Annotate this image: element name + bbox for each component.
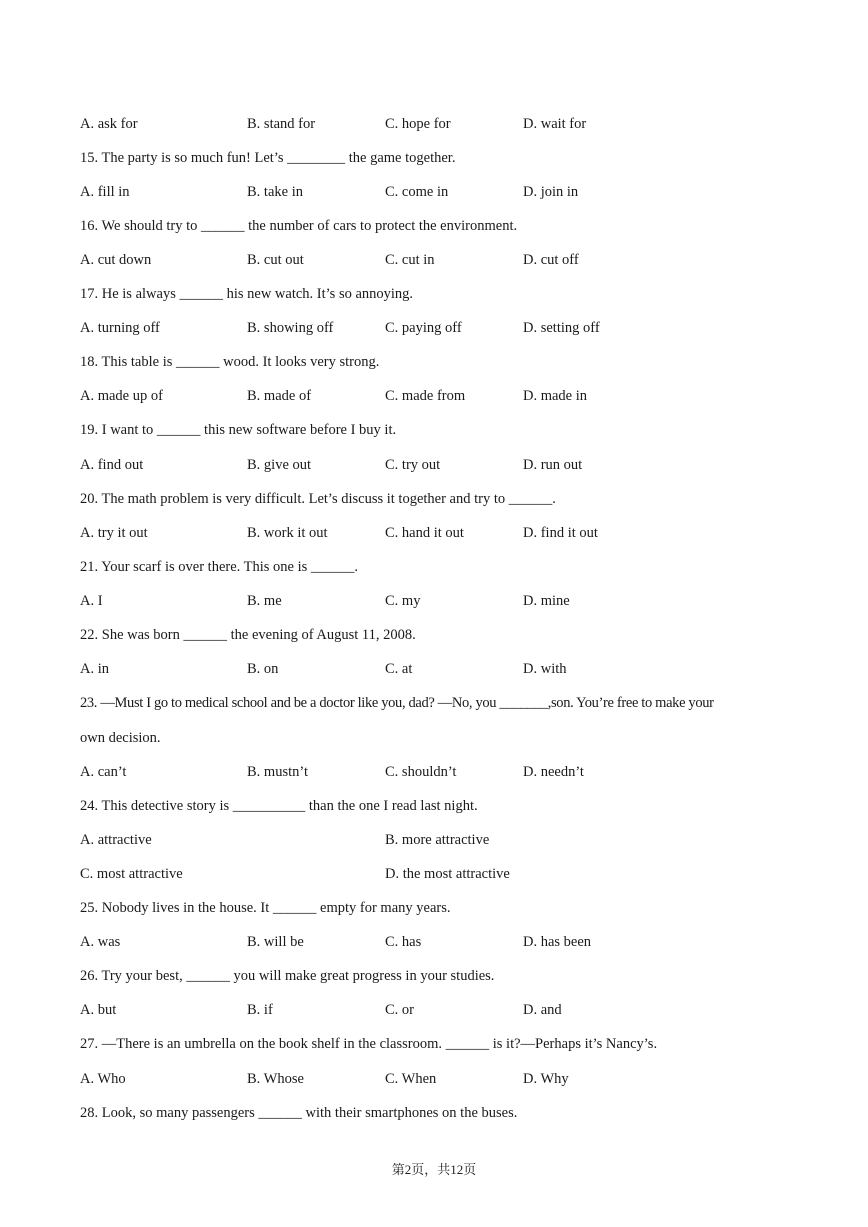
q23-option-a: A. can’t xyxy=(80,764,127,780)
q24-option-a: A. attractive xyxy=(80,832,152,848)
q15-option-c: C. come in xyxy=(385,184,449,200)
q27-option-c: C. When xyxy=(385,1071,437,1087)
q15-stem: 15. The party is so much fun! Let’s ________ the game together. xyxy=(80,150,456,166)
q18-stem: 18. This table is ______ wood. It looks very strong. xyxy=(80,354,380,370)
q16-option-a: A. cut down xyxy=(80,252,152,268)
q17-stem: 17. He is always ______ his new watch. It’s so annoying. xyxy=(80,286,414,302)
q16-option-c: C. cut in xyxy=(385,252,435,268)
q16-stem: 16. We should try to ______ the number of cars to protect the environment. xyxy=(80,218,518,234)
q22-option-d: D. with xyxy=(523,661,567,677)
q27-option-b: B. Whose xyxy=(247,1071,304,1087)
q26-option-b: B. if xyxy=(247,1002,273,1018)
q17-option-b: B. showing off xyxy=(247,320,334,336)
q25-option-c: C. has xyxy=(385,934,422,950)
q26-stem: 26. Try your best, ______ you will make great progress in your studies. xyxy=(80,968,495,984)
q17-option-c: C. paying off xyxy=(385,320,462,336)
q23-option-d: D. needn’t xyxy=(523,764,584,780)
q20-option-d: D. find it out xyxy=(523,525,598,541)
q24-stem: 24. This detective story is __________ than the one I read last night. xyxy=(80,798,478,814)
q19-option-d: D. run out xyxy=(523,457,583,473)
q18-option-d: D. made in xyxy=(523,388,588,404)
q19-stem: 19. I want to ______ this new software before I buy it. xyxy=(80,422,397,438)
q19-option-c: C. try out xyxy=(385,457,441,473)
q17-option-d: D. setting off xyxy=(523,320,600,336)
q15-option-b: B. take in xyxy=(247,184,303,200)
q26-option-c: C. or xyxy=(385,1002,414,1018)
q27-option-d: D. Why xyxy=(523,1071,569,1087)
q22-option-b: B. on xyxy=(247,661,279,677)
q23-stem-continuation: own decision. xyxy=(80,730,161,746)
q18-option-a: A. made up of xyxy=(80,388,163,404)
q22-option-a: A. in xyxy=(80,661,109,677)
q21-stem: 21. Your scarf is over there. This one is ______. xyxy=(80,559,359,575)
q20-stem: 20. The math problem is very difficult. Let’s discuss it together and try to ______. xyxy=(80,491,556,507)
q24-option-c: C. most attractive xyxy=(80,866,183,882)
q15-option-d: D. join in xyxy=(523,184,579,200)
q14-option-b: B. stand for xyxy=(247,116,316,132)
q25-option-a: A. was xyxy=(80,934,121,950)
q16-option-d: D. cut off xyxy=(523,252,579,268)
q21-option-b: B. me xyxy=(247,593,282,609)
q23-option-b: B. mustn’t xyxy=(247,764,308,780)
q21-option-c: C. my xyxy=(385,593,421,609)
q21-option-d: D. mine xyxy=(523,593,570,609)
q20-option-a: A. try it out xyxy=(80,525,148,541)
q23-stem: 23. —Must I go to medical school and be a doctor like you, dad? —No, you _______,son. You’re free to make your xyxy=(80,695,714,711)
q20-option-b: B. work it out xyxy=(247,525,328,541)
q24-option-b: B. more attractive xyxy=(385,832,490,848)
q14-option-a: A. ask for xyxy=(80,116,138,132)
q22-option-c: C. at xyxy=(385,661,413,677)
q14-option-d: D. wait for xyxy=(523,116,587,132)
q18-option-c: C. made from xyxy=(385,388,466,404)
q23-option-c: C. shouldn’t xyxy=(385,764,457,780)
q27-option-a: A. Who xyxy=(80,1071,126,1087)
q21-option-a: A. I xyxy=(80,593,103,609)
q19-option-a: A. find out xyxy=(80,457,144,473)
q25-option-d: D. has been xyxy=(523,934,592,950)
page-footer: 第2页，共12页 xyxy=(391,1162,477,1177)
q20-option-c: C. hand it out xyxy=(385,525,464,541)
q15-option-a: A. fill in xyxy=(80,184,130,200)
q26-option-d: D. and xyxy=(523,1002,562,1018)
q26-option-a: A. but xyxy=(80,1002,117,1018)
q17-option-a: A. turning off xyxy=(80,320,160,336)
q24-option-d: D. the most attractive xyxy=(385,866,510,882)
q27-stem: 27. —There is an umbrella on the book shelf in the classroom. ______ is it?—Perhaps it’s Nancy’s. xyxy=(80,1036,658,1052)
q14-option-c: C. hope for xyxy=(385,116,451,132)
q25-option-b: B. will be xyxy=(247,934,304,950)
q18-option-b: B. made of xyxy=(247,388,312,404)
q25-stem: 25. Nobody lives in the house. It ______ empty for many years. xyxy=(80,900,451,916)
q22-stem: 22. She was born ______ the evening of August 11, 2008. xyxy=(80,627,416,643)
q19-option-b: B. give out xyxy=(247,457,312,473)
q16-option-b: B. cut out xyxy=(247,252,304,268)
q28-stem: 28. Look, so many passengers ______ with their smartphones on the buses. xyxy=(80,1105,518,1121)
